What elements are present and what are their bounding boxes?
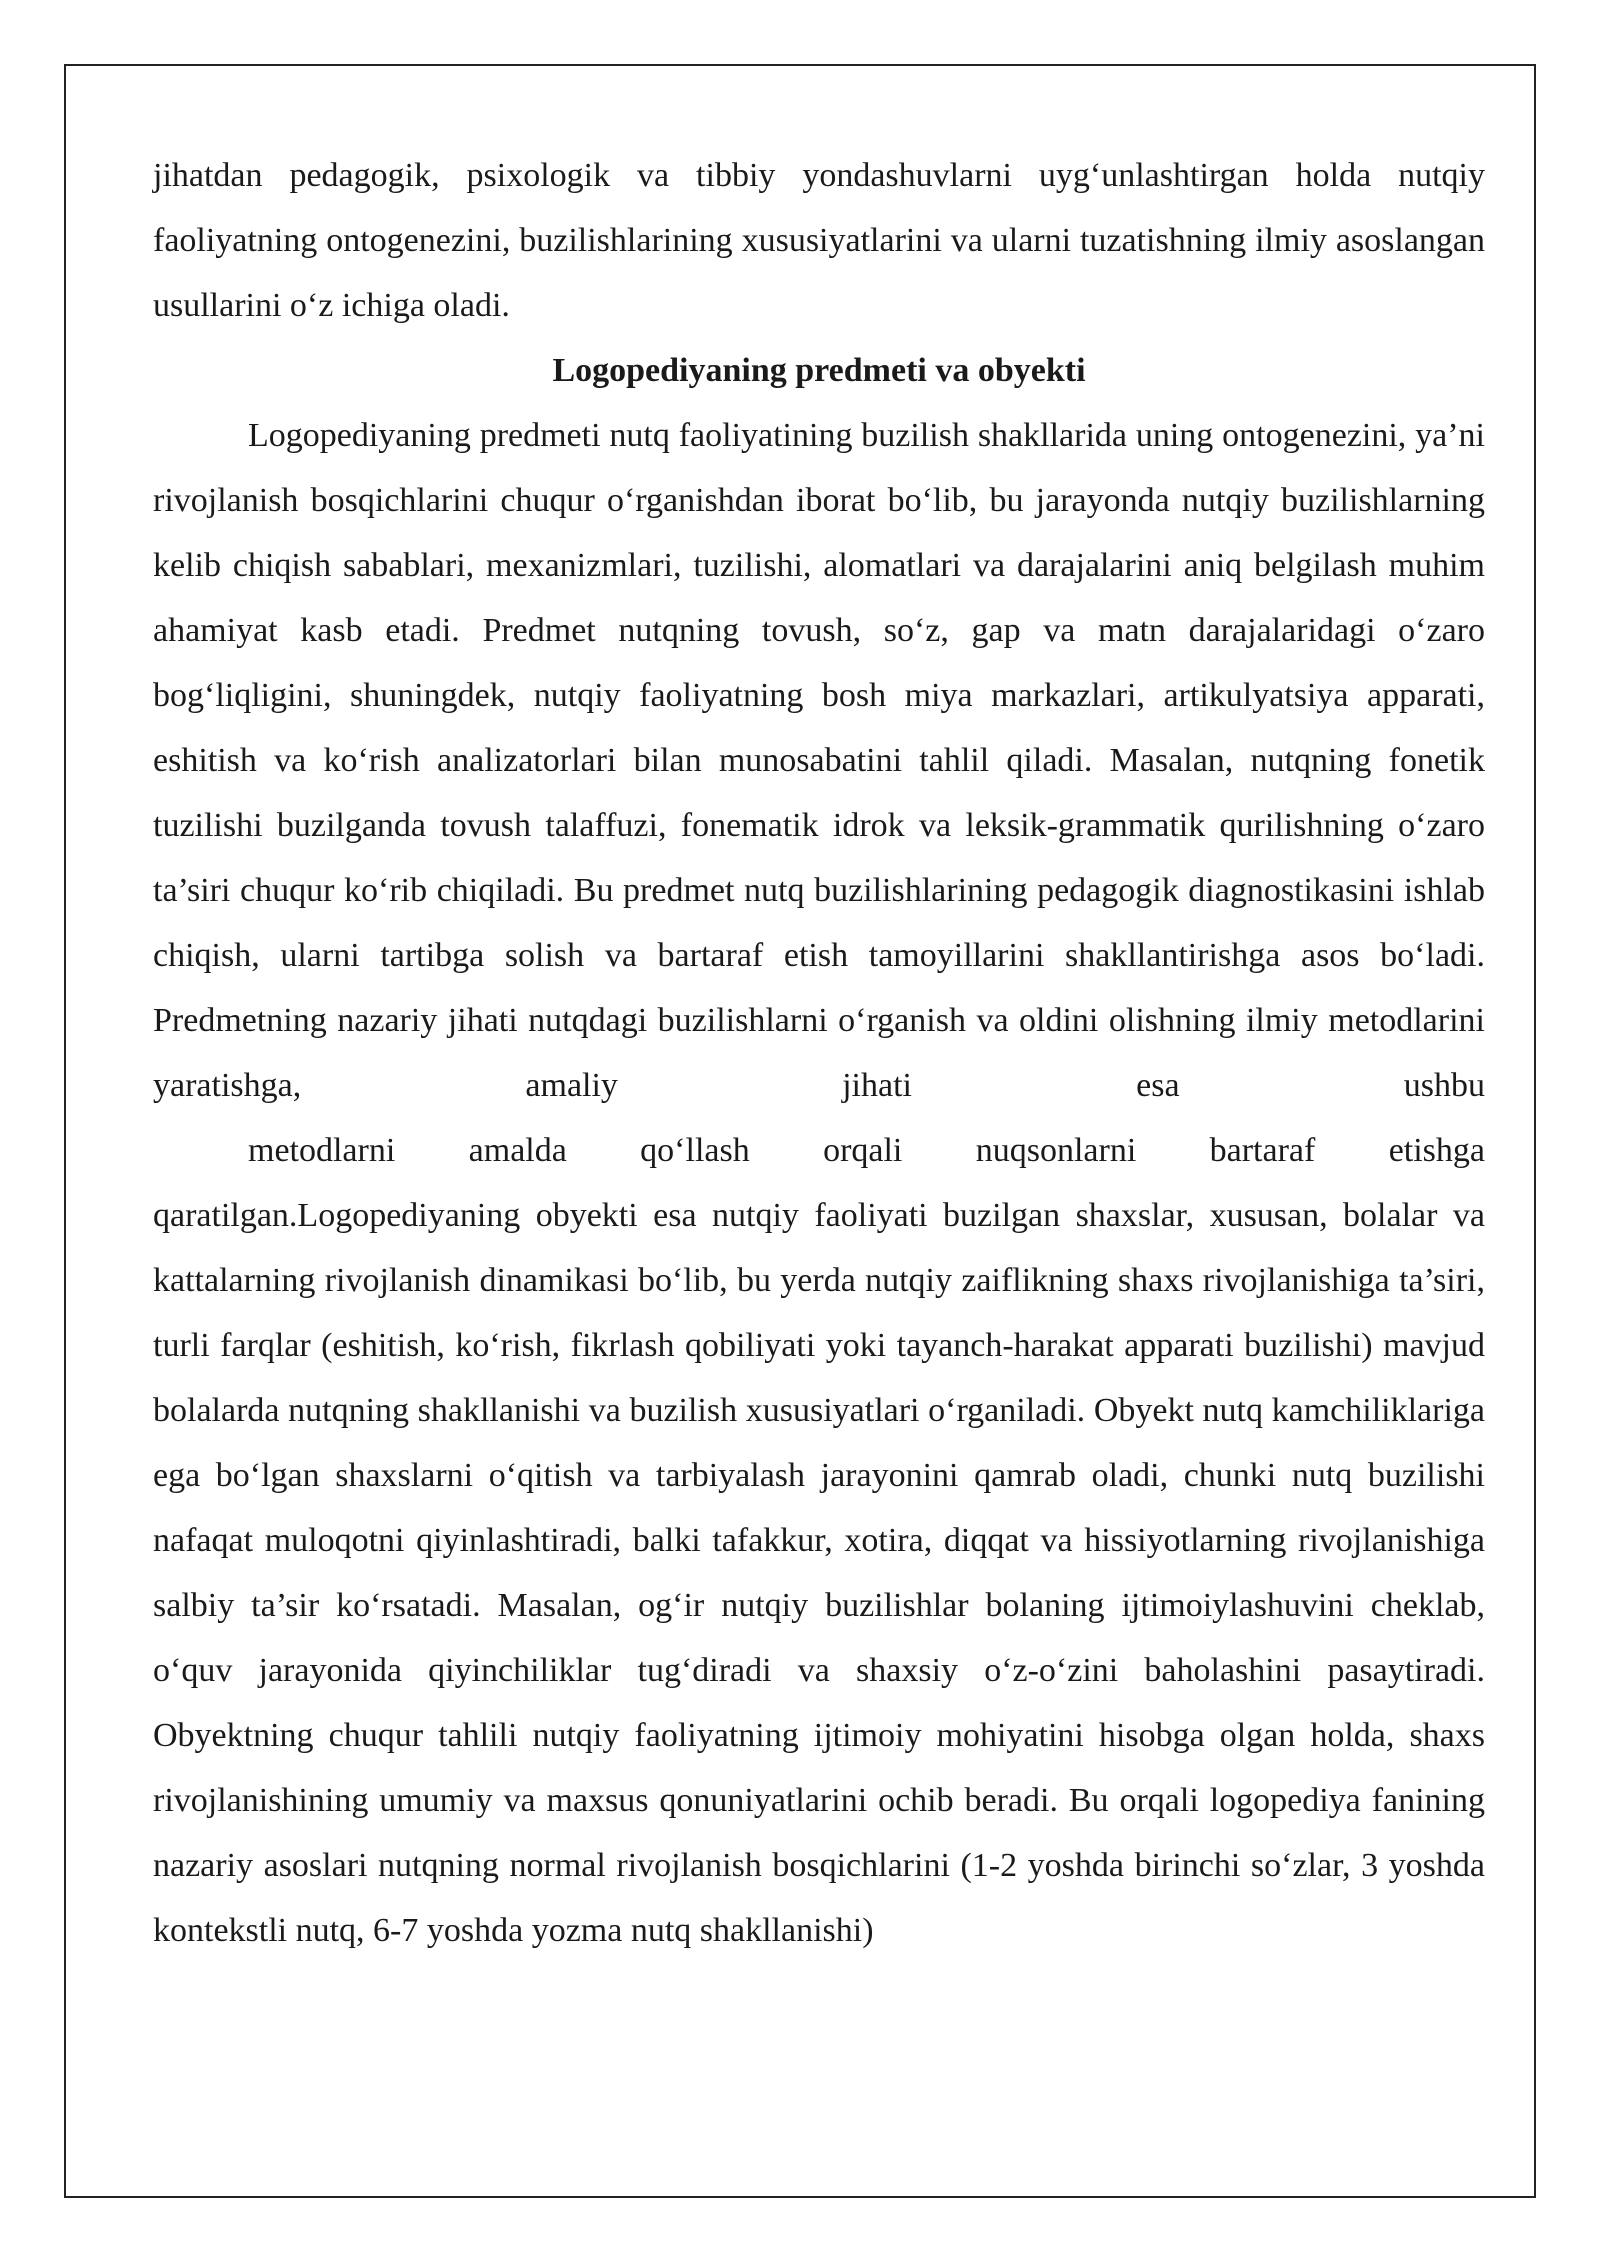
intro-paragraph: jihatdan pedagogik, psixologik va tibbiy yondashuvlarni uyg‘unlashtirgan holda nutqiy faoliyatning ontogenezini, buzilishlarining xususiyatlarini va ularni tuzatishning ilmiy asoslangan usullarini o‘z ichiga oladi. [153, 157, 1485, 324]
main-paragraph-part2: qaratilgan.Logopediyaning obyekti esa nutqiy faoliyati buzilgan shaxslar, xususan, bolalar va kattalarning rivojlanish dinamikasi bo‘lib, bu yerda nutqiy zaiflikning shaxs rivojlanishiga ta’siri, turli farqlar (eshitish, ko‘rish, fikrlash qobiliyati yoki tayanch-harakat apparati buzilishi) mavjud bolalarda nutqning shakllanishi va buzilish xususiyatlari o‘rganiladi. Obyekt nutq kamchiliklariga ega bo‘lgan shaxslarni o‘qitish va tarbiyalash jarayonini qamrab oladi, chunki nutq buzilishi nafaqat muloqotni qiyinlashtiradi, balki tafakkur, xotira, diqqat va hissiyotlarning rivojlanishiga salbiy ta’sir ko‘rsatadi. Masalan, og‘ir nutqiy buzilishlar bolaning ijtimoiylashuvini cheklab, o‘quv jarayonida qiyinchiliklar tug‘diradi va shaxsiy o‘z-o‘zini baholashini pasaytiradi. Obyektning chuqur tahlili nutqiy faoliyatning ijtimoiy mohiyatini hisobga olgan holda, shaxs rivojlanishining umumiy va maxsus qonuniyatlarini ochib beradi. Bu orqali logopediya fanining nazariy asoslari nutqning normal rivojlanish bosqichlarini (1-2 yoshda birinchi so‘zlar, 3 yoshda kontekstli nutq, 6-7 yoshda yozma nutq shakllanishi) [153, 1197, 1485, 1949]
document-body [153, 143, 1485, 1963]
main-paragraph-part1: Logopediyaning predmeti nutq faoliyatining buzilish shakllarida uning ontogenezini, ya’ni rivojlanish bosqichlarini chuqur o‘rganishdan iborat bo‘lib, bu jarayonda nutqiy buzilishlarning kelib chiqish sabablari, mexanizmlari, tuzilishi, alomatlari va darajalarini aniq belgilash muhim ahamiyat kasb etadi. Predmet nutqning tovush, so‘z, gap va matn darajalaridagi o‘zaro bog‘liqligini, shuningdek, nutqiy faoliyatning bosh miya markazlari, artikulyatsiya apparati, eshitish va ko‘rish analizatorlari bilan munosabatini tahlil qiladi. Masalan, nutqning fonetik tuzilishi buzilganda tovush talaffuzi, fonematik idrok va leksik-grammatik qurilishning o‘zaro ta’siri chuqur ko‘rib chiqiladi. Bu predmet nutq buzilishlarining pedagogik diagnostikasini ishlab chiqish, ularni tartibga solish va bartaraf etish tamoyillarini shakllantirishga asos bo‘ladi. Predmetning nazariy jihati nutqdagi buzilishlarni o‘rganish va oldini olishning ilmiy metodlarini yaratishga, amaliy jihati esa ushbu [153, 417, 1485, 1104]
section-heading: Logopediyaning predmeti va obyekti [552, 352, 1086, 389]
main-paragraph [153, 403, 1485, 1963]
main-paragraph-forced-line: metodlarni amalda qo‘llash orqali nuqsonlarni bartaraf etishga [248, 1132, 1485, 1169]
